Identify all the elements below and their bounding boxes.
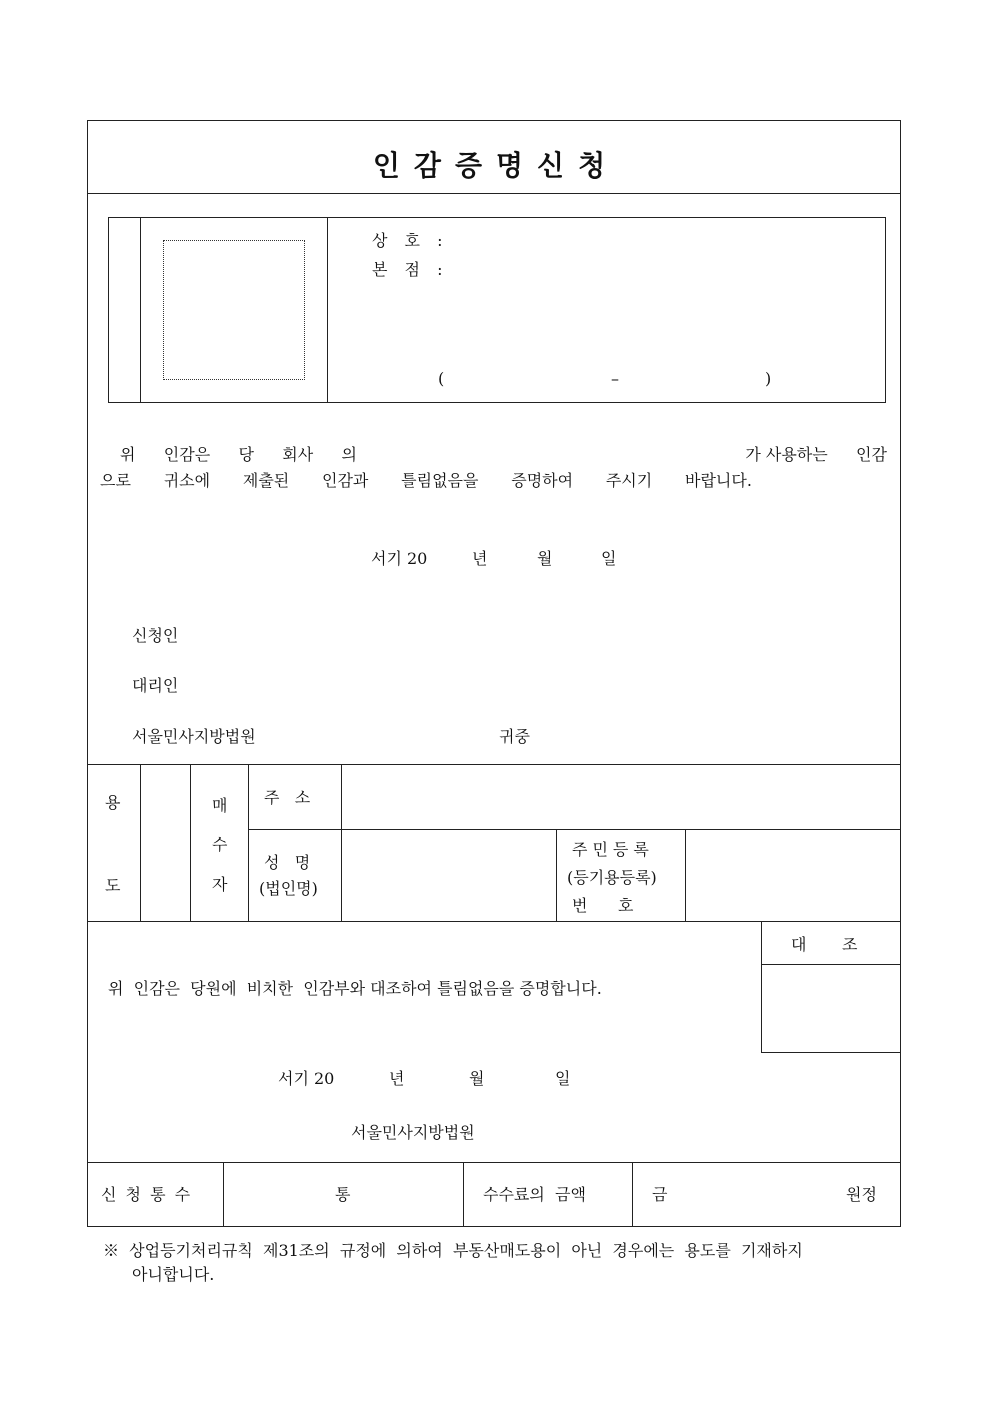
corp-name-label: (법인명) — [259, 879, 318, 898]
date1-era: 서기 20 — [371, 549, 428, 568]
usage-col-5 — [556, 829, 557, 921]
usage-col-1 — [140, 764, 141, 921]
date2-year: 년 — [389, 1069, 405, 1088]
date1-year: 년 — [472, 549, 488, 568]
fee-label: 수수료의 금액 — [483, 1185, 586, 1204]
reg-number-label-2: (등기용등록) — [567, 868, 657, 887]
footer-top-line — [87, 1162, 901, 1163]
usage-char-2: 도 — [105, 876, 121, 895]
request-statement-line1: 위 인감은 당 회사 의 가 사용하는 인감 — [120, 445, 887, 464]
count-label: 신 청 통 수 — [101, 1185, 193, 1204]
court-name-2: 서울민사지방법원 — [351, 1123, 475, 1142]
request-statement-line2: 으로 귀소에 제출된 인감과 틀림없음을 증명하여 주시기 바랍니다. — [100, 471, 752, 490]
amount-prefix: 금 — [652, 1185, 668, 1204]
paren-open: ( — [438, 369, 445, 388]
certify-statement: 위 인감은 당원에 비치한 인감부와 대조하여 틀림없음을 증명합니다. — [108, 979, 602, 998]
footer-col-3 — [632, 1162, 633, 1226]
seal-box-divider-1 — [140, 217, 141, 403]
reg-number-label-1: 주민등록 — [572, 840, 654, 859]
buyer-char-3: 자 — [212, 875, 228, 894]
address-label: 주 소 — [264, 788, 311, 807]
note-line-1: ※ 상업등기처리규칙 제31조의 규정에 의하여 부동산매도용이 아닌 경우에는 용도를 기재하지 — [103, 1241, 803, 1260]
seal-box-divider-2 — [327, 217, 328, 403]
footer-col-1 — [223, 1162, 224, 1226]
date2-day: 일 — [555, 1069, 571, 1088]
count-unit: 통 — [335, 1185, 351, 1204]
phone-dash: – — [611, 369, 619, 388]
buyer-char-1: 매 — [212, 796, 228, 815]
usage-col-6 — [685, 829, 686, 921]
buyer-char-2: 수 — [212, 835, 228, 854]
paren-close: ) — [765, 369, 772, 388]
title-divider — [87, 193, 901, 194]
usage-col-4 — [341, 764, 342, 921]
usage-top-line — [87, 764, 901, 765]
agent-label: 대리인 — [132, 676, 179, 695]
usage-char-1: 용 — [105, 793, 121, 812]
date2-month: 월 — [469, 1069, 485, 1088]
form-title: 인감증명신청 — [372, 149, 620, 182]
name-label: 성 명 — [264, 853, 311, 872]
amount-suffix: 원정 — [846, 1185, 877, 1204]
date1-day: 일 — [601, 549, 617, 568]
seal-stamp-area — [163, 240, 305, 380]
note-line-2: 아니합니다. — [132, 1265, 215, 1284]
usage-col-3 — [248, 764, 249, 921]
court-suffix: 귀중 — [499, 727, 530, 746]
footer-col-2 — [463, 1162, 464, 1226]
applicant-label: 신청인 — [132, 626, 179, 645]
usage-mid-line — [248, 829, 901, 830]
compare-label: 대 조 — [791, 935, 858, 954]
head-office-label: 본 점 : — [372, 260, 449, 279]
court-name: 서울민사지방법원 — [132, 727, 256, 746]
date2-era: 서기 20 — [278, 1069, 335, 1088]
reg-number-label-3: 번 호 — [572, 896, 634, 915]
date1-month: 월 — [537, 549, 553, 568]
compare-box-divider — [761, 964, 901, 965]
company-name-label: 상 호 : — [372, 231, 449, 250]
usage-col-2 — [190, 764, 191, 921]
